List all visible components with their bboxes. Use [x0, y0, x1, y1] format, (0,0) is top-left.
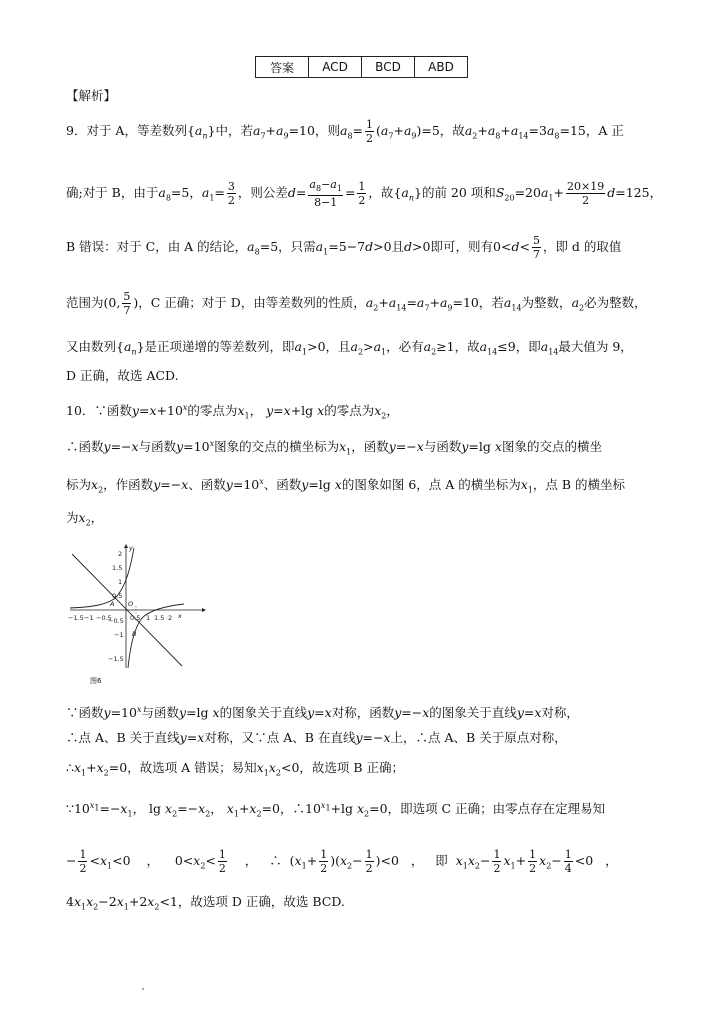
svg-text:−1.5: −1.5 — [68, 614, 84, 622]
svg-text:B: B — [132, 630, 137, 638]
svg-text:x: x — [178, 612, 182, 620]
figure-caption: 图6 — [90, 677, 102, 685]
svg-text:A: A — [110, 600, 115, 608]
q9-line-4: 范围为(0, $\frac{5}{7}$ )，C 正确；对于 D，由等差数列的性质，$a_2+a_{14}=a_7+a_9=10$，若$a_{14}$为整数，$a_2$必为整数， — [66, 290, 647, 317]
q10-line-10: $4x_1x_2-2x_1+2x_2<1$，故选项 D 正确，故选 BCD. — [66, 894, 345, 912]
svg-text:1: 1 — [146, 614, 151, 622]
svg-text:2: 2 — [118, 550, 123, 558]
q10-line-3: 标为$x_2$，作函数y=−x、函数$y=10^x$、函数y=lg x的图象如图 6，点 A 的横坐标为$x_1$，点 B 的横坐标 — [66, 477, 626, 495]
q10-line-5: ∵函数$y=10^x$与函数y=lg x的图象关于直线y=x对称，函数y=−x的图象关于直线y=x对称， — [66, 705, 579, 721]
svg-text:−0.5: −0.5 — [96, 614, 112, 622]
svg-text:O: O — [128, 600, 134, 608]
q9-line-6: D 正确，故选 ACD. — [66, 368, 179, 383]
speck — [142, 988, 144, 990]
svg-text:y: y — [129, 544, 133, 552]
q9-line-2: 确;对于 B，由于$a_8=5$，$a_1=$ $\frac{3}{2}$ ，则公差d= $\frac{a_8-a_1}{8-1}$ = $\frac{1}{2}$ ，故$\{a_n\}$的前 20 项和$S_{20}=20a_1+$ $\frac{20\times 19}{2}$ d=125， — [66, 178, 663, 210]
section-label: 【解析】 — [66, 88, 117, 103]
q9-line-1: 9．对于 A，等差数列$\{a_n\}$中，若$a_7+a_9=10$，则$a_8=$ $\frac{1}{2}$ $(a_7+a_9)=5$，故$a_2+a_8+a_{14}=3a_8=15$，A 正 — [66, 118, 624, 145]
figure-6-graph — [66, 544, 206, 688]
answer-q11: ABD — [415, 57, 468, 78]
answer-q10: BCD — [362, 57, 415, 78]
q9-line-5: 又由数列$\{a_n\}$是正项递增的等差数列，即$a_1>0$，且$a_2>a_1$，必有$a_2\ge 1$，故$a_{14}\le 9$，即$a_{14}$最大值为 9， — [66, 339, 633, 357]
svg-text:1.5: 1.5 — [112, 564, 123, 572]
q9-line-3: B 错误：对于 C，由 A 的结论，$a_8=5$，只需$a_1=5-7d>0$且d>0即可，则有0<d< $\frac{5}{7}$ ，即 d 的取值 — [66, 234, 622, 261]
svg-text:0.5: 0.5 — [130, 614, 141, 622]
svg-text:0.5: 0.5 — [112, 592, 123, 600]
q10-line-4: 为$x_2$， — [66, 510, 104, 528]
q10-line-7: $\therefore x_1+x_2=0$，故选项 A 错误；易知$x_1x_2<0$，故选项 B 正确； — [66, 760, 405, 778]
svg-text:2: 2 — [168, 614, 173, 622]
svg-text:−1: −1 — [114, 631, 124, 639]
answer-q9: ACD — [309, 57, 362, 78]
q10-line-9: − $\frac{1}{2}$ $<x_1<0$ ， $0<x_2<$ $\frac{1}{2}$ ， ∴ ($x_1+$ $\frac{1}{2}$ )($x_2-$ $\frac{1}{2}$ )<0 ， 即 $x_1x_2-$ $\frac{1}{2}$ $x_1+$ $\frac{1}{2}$ $x_2-$ $\frac{1}{4}$ <0 ， — [66, 848, 618, 875]
svg-text:1: 1 — [118, 578, 123, 586]
answer-header: 答案 — [256, 57, 309, 78]
svg-text:1.5: 1.5 — [154, 614, 165, 622]
svg-text:−0.5: −0.5 — [108, 617, 124, 625]
answer-table — [255, 56, 468, 78]
q10-line-2: ∴函数y=−x与函数$y=10^x$图象的交点的横坐标为$x_1$，函数y=−x与函数y=lg x图象的交点的横坐 — [66, 439, 602, 457]
q10-line-6: ∴点 A、B 关于直线y=x对称，又∵点 A、B 在直线y=−x上，∴点 A、B 关于原点对称， — [66, 730, 567, 745]
svg-text:−1.5: −1.5 — [108, 655, 124, 663]
q10-line-8: $\because 10^{x_1}=-x_1$， $\lg x_2=-x_2$， $x_1+x_2=0$，$\therefore 10^{x_1}+\lg$ $x_2=0$，即选项 C 正确；由零点存在定理易知 — [66, 801, 606, 819]
svg-text:−1: −1 — [84, 614, 94, 622]
q10-line-1: 10．∵函数$y=x+10^x$的零点为$x_1$， y=x+lg x的零点为$x_2$， — [66, 403, 399, 421]
